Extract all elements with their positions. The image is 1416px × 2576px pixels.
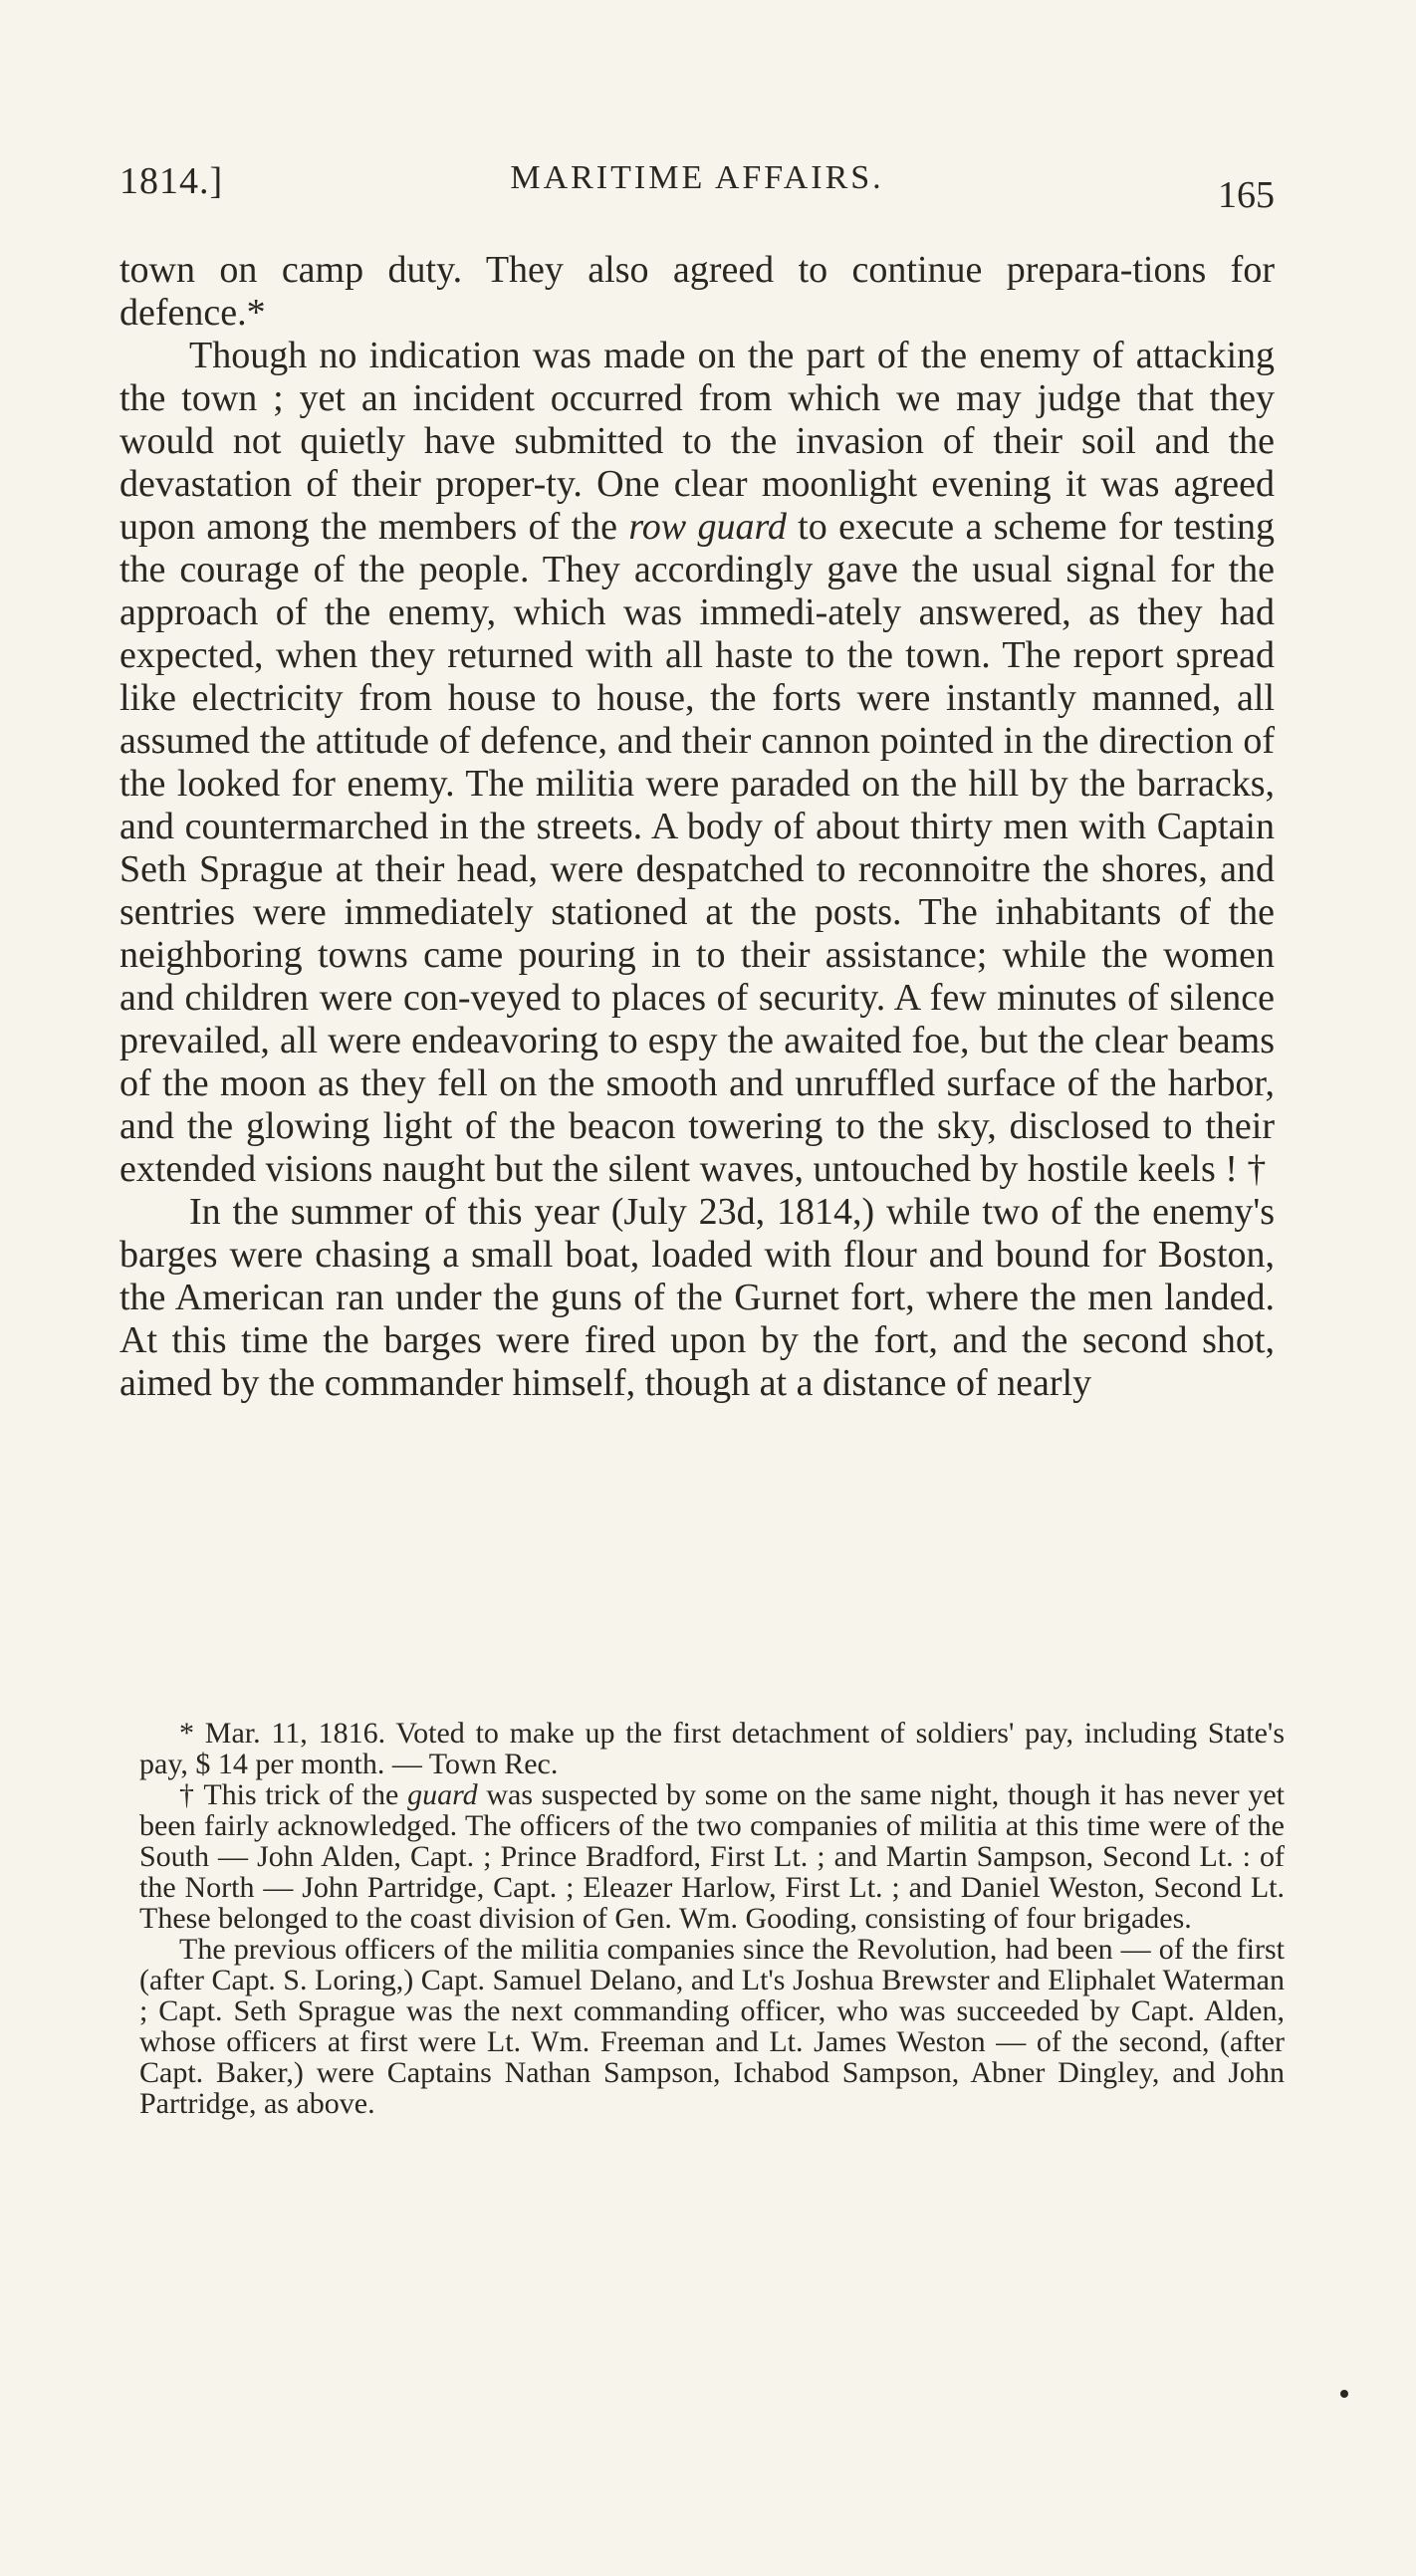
header-year: 1814.] — [119, 160, 224, 202]
paragraph-text: to execute a scheme for testing the courage of the people. They accordingly gave the usual signal for the approach of the enemy, which was immedi-ately answered, as they had expected, when they returned with all haste to the town. The report spread like electricity from house to house, the forts were instantly manned, all assumed the attitude of defence, and their cannon pointed in the direction of the looked for enemy. The militia were paraded on the hill by the barracks, and countermarched in the streets. A body of about thirty men with Captain Seth Sprague at their head, were despatched to reconnoitre the shores, and sentries were immediately stationed at the posts. The inhabitants of the neighboring towns came pouring in to their assistance; while the women and children were con-veyed to places of security. A few minutes of silence prevailed, all were endeavoring to espy the awaited foe, but the clear beams of the moon as they fell on the smooth and unruffled surface of the harbor, and the glowing light of the beacon towering to the sky, disclosed to their extended visions naught but the silent waves, untouched by hostile keels ! † — [119, 506, 1275, 1190]
footnote-dagger — [139, 1779, 1285, 1934]
footnote-text: was suspected by some on the same night, though it has never yet been fairly acknowledged. The officers of the two companies of militia at this time were of the South — John Alden, Capt. ; Prince Bradford, First Lt. ; and Martin Sampson, Second Lt. : of the North — John Partridge, Capt. ; Eleazer Harlow, First Lt. ; and Daniel Weston, Second Lt. These belonged to the coast division of Gen. Wm. Gooding, consisting of four brigades. — [139, 1778, 1285, 1935]
ink-spot — [1340, 2390, 1348, 2398]
main-text — [119, 249, 1275, 1405]
paragraph-text: Though no indication was made on the part of the enemy of attacking the town ; yet an incident occurred from which we may judge that they would not quietly have submitted to the invasion of their soil and the devastation of their proper-ty. One clear moonlight evening it was agreed upon among the members of the — [119, 335, 1275, 548]
running-header — [119, 159, 1275, 219]
footnote-text: † This trick of the — [179, 1778, 408, 1811]
footnote-star: * Mar. 11, 1816. Voted to make up the first detachment of soldiers' pay, including State's pay, $ 14 per month. — Town Rec. — [139, 1717, 1285, 1780]
footnote-previous-officers: The previous officers of the militia companies since the Revolution, had been — of the first (after Capt. S. Loring,) Capt. Samuel Delano, and Lt's Joshua Brewster and Eliphalet Waterman ; Capt. Seth Sprague was the next commanding officer, who was succeeded by Capt. Alden, whose officers at first were Lt. Wm. Freeman and Lt. James Weston — of the second, (after Capt. Baker,) were Captains Nathan Sampson, Ichabod Sampson, Abner Dingley, and John Partridge, as above. — [139, 1933, 1285, 2120]
italic-phrase: row guard — [628, 506, 787, 548]
paragraph-row-guard — [119, 335, 1275, 1191]
footnotes — [139, 1718, 1285, 2119]
paragraph-barges: In the summer of this year (July 23d, 1814,) while two of the enemy's barges were chasing a small boat, loaded with flour and bound for Boston, the American ran under the guns of the Gurnet fort, where the men landed. At this time the barges were fired upon by the fort, and the second shot, aimed by the commander himself, though at a distance of nearly — [119, 1191, 1275, 1404]
italic-phrase: guard — [407, 1778, 478, 1811]
paragraph-continuation: town on camp duty. They also agreed to continue prepara-tions for defence.* — [119, 249, 1275, 334]
page-number: 165 — [1218, 174, 1275, 216]
header-title: MARITIME AFFAIRS. — [510, 159, 884, 196]
